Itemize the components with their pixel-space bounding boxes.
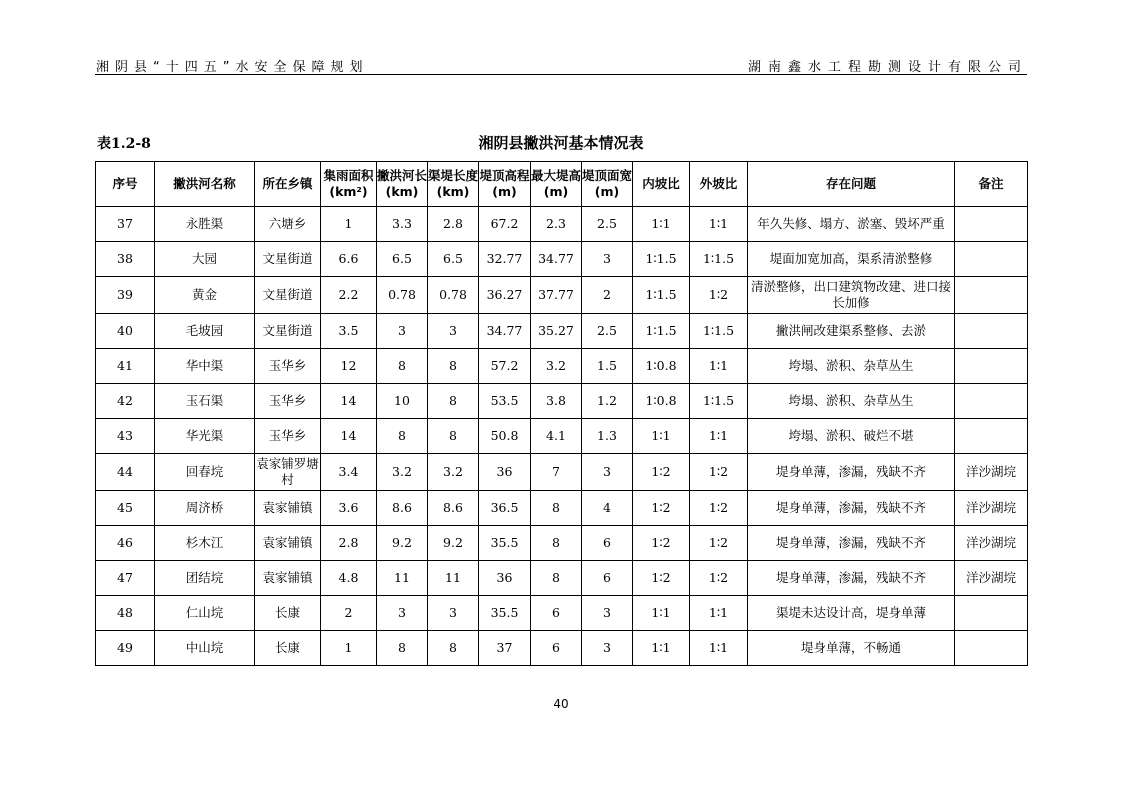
table-cell [955, 349, 1028, 384]
table-cell: 50.8 [479, 419, 531, 454]
table-cell: 1∶2 [690, 491, 748, 526]
table-cell: 2 [582, 277, 633, 314]
table-cell: 洋沙湖垸 [955, 561, 1028, 596]
table-cell: 袁家铺罗塘村 [255, 454, 321, 491]
column-header: 存在问题 [748, 162, 955, 207]
table-cell: 6 [531, 631, 582, 666]
table-cell: 6 [582, 526, 633, 561]
table-cell [955, 277, 1028, 314]
table-row [96, 349, 1028, 384]
table-cell: 2 [321, 596, 377, 631]
table-cell: 文星街道 [255, 277, 321, 314]
table-cell: 洋沙湖垸 [955, 454, 1028, 491]
table-cell: 8.6 [428, 491, 479, 526]
table-cell: 1∶2 [690, 454, 748, 491]
table-row [96, 596, 1028, 631]
table-cell: 3 [582, 242, 633, 277]
table-cell: 1∶1 [633, 631, 690, 666]
table-cell: 1∶1.5 [633, 314, 690, 349]
table-cell: 8 [428, 631, 479, 666]
table-cell: 3.6 [321, 491, 377, 526]
table-cell: 袁家铺镇 [255, 491, 321, 526]
table-cell: 3.2 [377, 454, 428, 491]
table-cell: 1∶1 [633, 207, 690, 242]
table-cell: 袁家铺镇 [255, 526, 321, 561]
table-cell: 46 [96, 526, 155, 561]
table-cell: 48 [96, 596, 155, 631]
table-cell: 11 [428, 561, 479, 596]
table-cell: 2.5 [582, 314, 633, 349]
table-cell: 1 [321, 207, 377, 242]
table-cell: 1∶2 [690, 561, 748, 596]
table-cell: 3 [582, 454, 633, 491]
table-cell: 毛坡园 [155, 314, 255, 349]
column-header: 渠堤长度(km) [428, 162, 479, 207]
table-cell: 堤身单薄，渗漏，残缺不齐 [748, 526, 955, 561]
table-row [96, 314, 1028, 349]
column-header: 堤顶高程(m) [479, 162, 531, 207]
table-cell [955, 314, 1028, 349]
table-cell: 堤身单薄，渗漏，残缺不齐 [748, 491, 955, 526]
table-cell: 6 [582, 561, 633, 596]
table-cell: 8 [531, 561, 582, 596]
column-header: 备注 [955, 162, 1028, 207]
table-row [96, 454, 1028, 491]
table-cell: 1∶1.5 [690, 242, 748, 277]
table-cell: 回春垸 [155, 454, 255, 491]
table-number: 表1.2-8 [97, 136, 151, 152]
table-cell: 撇洪闸改建渠系整修、去淤 [748, 314, 955, 349]
table-cell: 1∶0.8 [633, 384, 690, 419]
table-cell: 41 [96, 349, 155, 384]
table-cell: 4.8 [321, 561, 377, 596]
table-cell: 3 [428, 596, 479, 631]
table-cell: 8 [428, 419, 479, 454]
table-cell: 3.5 [321, 314, 377, 349]
column-header: 堤顶面宽(m) [582, 162, 633, 207]
table-cell: 1∶2 [633, 491, 690, 526]
table-cell: 35.5 [479, 596, 531, 631]
table-cell: 文星街道 [255, 242, 321, 277]
table-cell: 36 [479, 561, 531, 596]
table-header-row [96, 162, 1028, 207]
table-cell: 9.2 [377, 526, 428, 561]
table-cell: 堤面加宽加高，渠系清淤整修 [748, 242, 955, 277]
table-cell: 8 [428, 384, 479, 419]
table-cell: 1∶1 [690, 207, 748, 242]
table-cell: 11 [377, 561, 428, 596]
table-cell: 37.77 [531, 277, 582, 314]
table-cell: 7 [531, 454, 582, 491]
table-cell: 文星街道 [255, 314, 321, 349]
table-cell: 0.78 [428, 277, 479, 314]
table-cell: 堤身单薄，不畅通 [748, 631, 955, 666]
table-cell: 玉华乡 [255, 419, 321, 454]
table-cell: 2.8 [428, 207, 479, 242]
table-cell: 1.5 [582, 349, 633, 384]
table-cell [955, 242, 1028, 277]
flood-channel-table [95, 161, 1028, 666]
running-header-right: 湖南鑫水工程勘测设计有限公司 [747, 60, 1028, 75]
column-header: 撇洪河名称 [155, 162, 255, 207]
table-cell: 堤身单薄，渗漏，残缺不齐 [748, 454, 955, 491]
table-cell: 洋沙湖垸 [955, 526, 1028, 561]
table-cell: 垮塌、淤积、杂草丛生 [748, 349, 955, 384]
table-cell: 渠堤未达设计高，堤身单薄 [748, 596, 955, 631]
table-cell: 1∶1 [690, 631, 748, 666]
table-row [96, 207, 1028, 242]
table-cell: 47 [96, 561, 155, 596]
table-cell: 3.4 [321, 454, 377, 491]
table-cell: 1∶1.5 [633, 242, 690, 277]
table-cell: 37 [479, 631, 531, 666]
table-cell: 44 [96, 454, 155, 491]
table-cell: 3 [582, 631, 633, 666]
table-cell: 4.1 [531, 419, 582, 454]
page-number: 40 [553, 697, 569, 711]
table-cell: 35.5 [479, 526, 531, 561]
table-cell: 玉石渠 [155, 384, 255, 419]
table-cell: 永胜渠 [155, 207, 255, 242]
table-cell [955, 419, 1028, 454]
column-header: 内坡比 [633, 162, 690, 207]
table-cell: 1∶1 [633, 596, 690, 631]
table-cell: 6.5 [428, 242, 479, 277]
table-cell: 中山垸 [155, 631, 255, 666]
table-cell: 清淤整修，出口建筑物改建、进口接长加修 [748, 277, 955, 314]
table-cell: 1∶1 [690, 349, 748, 384]
table-row [96, 384, 1028, 419]
table-cell: 华中渠 [155, 349, 255, 384]
table-cell: 1∶1.5 [633, 277, 690, 314]
table-cell: 4 [582, 491, 633, 526]
table-cell: 年久失修、塌方、淤塞、毁坏严重 [748, 207, 955, 242]
table-row [96, 561, 1028, 596]
table-cell: 1∶1 [633, 419, 690, 454]
table-cell: 1.2 [582, 384, 633, 419]
running-header-left: 湘阴县“十四五”水安全保障规划 [96, 60, 369, 75]
column-header: 所在乡镇 [255, 162, 321, 207]
table-cell: 37 [96, 207, 155, 242]
table-cell: 36.5 [479, 491, 531, 526]
table-cell: 2.3 [531, 207, 582, 242]
table-cell: 袁家铺镇 [255, 561, 321, 596]
table-cell: 黄金 [155, 277, 255, 314]
table-row [96, 631, 1028, 666]
table-cell: 1∶2 [690, 277, 748, 314]
table-cell: 12 [321, 349, 377, 384]
table-cell: 1∶1.5 [690, 384, 748, 419]
table-cell: 长康 [255, 631, 321, 666]
table-cell: 6.6 [321, 242, 377, 277]
table-cell: 1∶1 [690, 419, 748, 454]
table-cell: 周济桥 [155, 491, 255, 526]
table-cell: 六塘乡 [255, 207, 321, 242]
table-cell: 8 [377, 349, 428, 384]
table-cell: 华光渠 [155, 419, 255, 454]
table-cell: 1∶1 [690, 596, 748, 631]
table-cell: 14 [321, 419, 377, 454]
table-cell: 1∶0.8 [633, 349, 690, 384]
table-title: 湘阴县撇洪河基本情况表 [478, 134, 644, 152]
table-cell: 67.2 [479, 207, 531, 242]
table-cell: 仁山垸 [155, 596, 255, 631]
table-cell: 43 [96, 419, 155, 454]
table-cell: 8 [531, 491, 582, 526]
table-cell: 3.3 [377, 207, 428, 242]
table-cell: 垮塌、淤积、破烂不堪 [748, 419, 955, 454]
table-cell: 1∶2 [633, 454, 690, 491]
table-row [96, 242, 1028, 277]
table-cell [955, 384, 1028, 419]
table-cell: 2.8 [321, 526, 377, 561]
column-header: 最大堤高(m) [531, 162, 582, 207]
table-cell: 3 [377, 314, 428, 349]
table-cell: 8 [428, 349, 479, 384]
table-row [96, 419, 1028, 454]
header-divider [95, 74, 1027, 75]
table-cell: 2.5 [582, 207, 633, 242]
table-cell: 1.3 [582, 419, 633, 454]
table-cell: 3.2 [531, 349, 582, 384]
table-cell: 垮塌、淤积、杂草丛生 [748, 384, 955, 419]
table-cell [955, 596, 1028, 631]
table-cell: 6.5 [377, 242, 428, 277]
table-cell: 团结垸 [155, 561, 255, 596]
table-cell: 0.78 [377, 277, 428, 314]
table-cell: 38 [96, 242, 155, 277]
table-cell: 3 [428, 314, 479, 349]
table-cell: 2.2 [321, 277, 377, 314]
column-header: 集雨面积(km²) [321, 162, 377, 207]
table-cell: 8.6 [377, 491, 428, 526]
table-cell: 3.8 [531, 384, 582, 419]
table-cell: 1 [321, 631, 377, 666]
table-cell: 34.77 [531, 242, 582, 277]
table-cell: 39 [96, 277, 155, 314]
table-cell: 36.27 [479, 277, 531, 314]
table-cell: 40 [96, 314, 155, 349]
table-cell: 9.2 [428, 526, 479, 561]
column-header: 撇洪河长(km) [377, 162, 428, 207]
table-cell: 14 [321, 384, 377, 419]
table-cell: 8 [377, 631, 428, 666]
table-cell: 32.77 [479, 242, 531, 277]
table-cell: 8 [531, 526, 582, 561]
table-cell: 1∶2 [633, 561, 690, 596]
table-cell: 3 [582, 596, 633, 631]
table-cell: 3 [377, 596, 428, 631]
table-cell: 34.77 [479, 314, 531, 349]
table-cell: 3.2 [428, 454, 479, 491]
table-cell: 42 [96, 384, 155, 419]
table-row [96, 491, 1028, 526]
table-cell: 1∶1.5 [690, 314, 748, 349]
table-cell: 6 [531, 596, 582, 631]
table-cell: 玉华乡 [255, 384, 321, 419]
table-cell: 1∶2 [690, 526, 748, 561]
table-cell [955, 207, 1028, 242]
table-row [96, 526, 1028, 561]
table-cell: 36 [479, 454, 531, 491]
table-cell: 45 [96, 491, 155, 526]
table-cell: 1∶2 [633, 526, 690, 561]
table-cell [955, 631, 1028, 666]
table-cell: 玉华乡 [255, 349, 321, 384]
column-header: 序号 [96, 162, 155, 207]
table-cell: 49 [96, 631, 155, 666]
table-row [96, 277, 1028, 314]
table-cell: 10 [377, 384, 428, 419]
table-cell: 8 [377, 419, 428, 454]
table-cell: 长康 [255, 596, 321, 631]
table-cell: 杉木江 [155, 526, 255, 561]
column-header: 外坡比 [690, 162, 748, 207]
table-cell: 洋沙湖垸 [955, 491, 1028, 526]
table-cell: 53.5 [479, 384, 531, 419]
table-cell: 堤身单薄，渗漏，残缺不齐 [748, 561, 955, 596]
table-cell: 57.2 [479, 349, 531, 384]
table-cell: 大园 [155, 242, 255, 277]
table-cell: 35.27 [531, 314, 582, 349]
